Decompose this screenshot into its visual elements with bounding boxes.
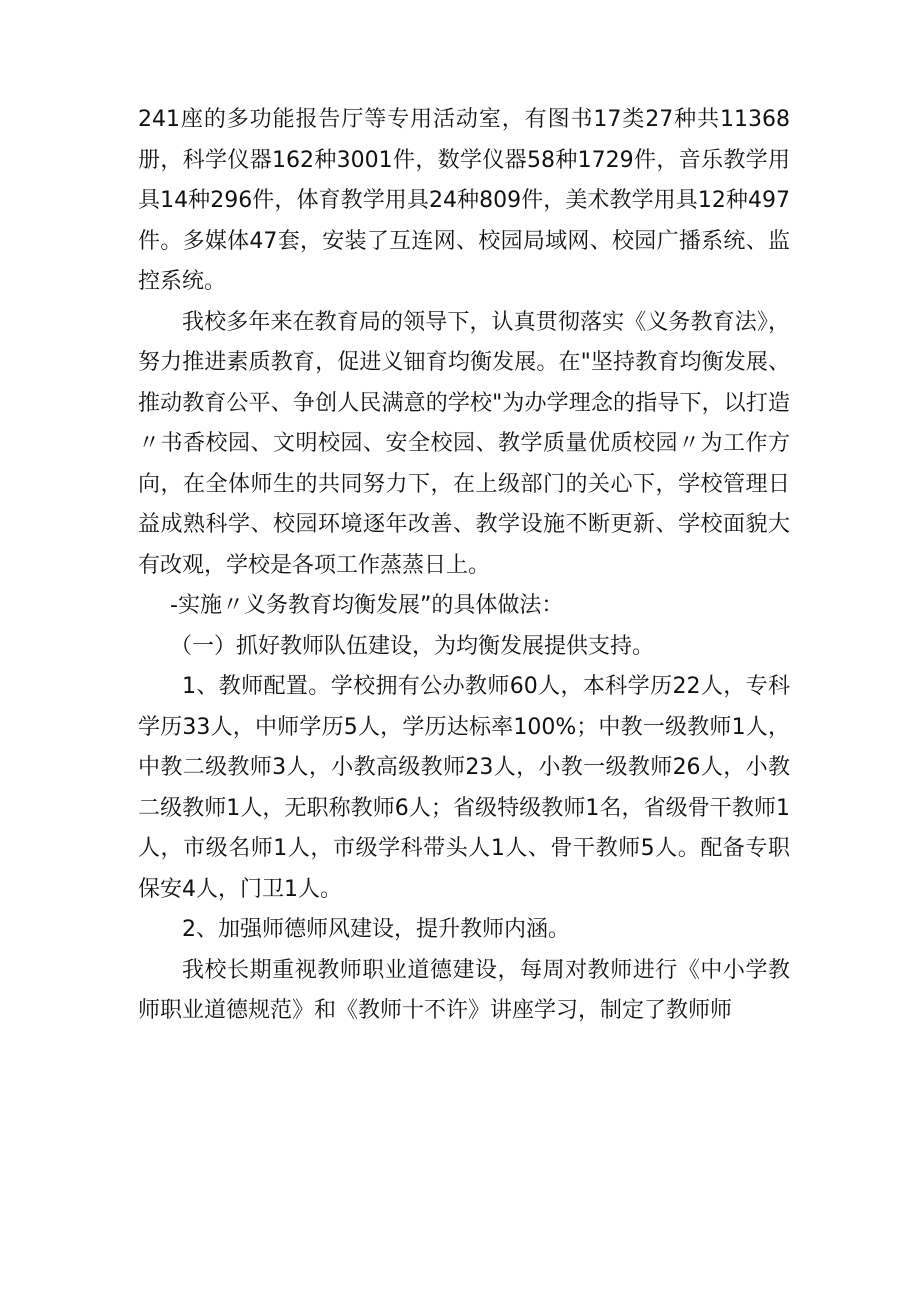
document-page [138,100,790,1032]
paragraph-teacher-ethics-heading: 2、加强师德师风建设，提升教师内涵。 [182,917,570,942]
paragraph-teacher-allocation: 1、教师配置。学校拥有公办教师60人，本科学历22人，专科学历33人，中师学历5人，学历达标率100%；中教一级教师1人，中教二级教师3人，小教高级教师23人，小教一级教师26人，小教二级教师1人，无职称教师6人；省级特级教师1名，省级骨干教师1人，市级名师1人，市级学科带头人1人、骨干教师5人。配备专职保安4人，门卫1人。 [138,674,790,902]
paragraph-school-overview: 我校多年来在教育局的领导下，认真贯彻落实《义务教育法》，努力推进素质教育，促进义钿育均衡发展。在"坚持教育均衡发展、推动教育公平、争创人民满意的学校"为办学理念的指导下，以打造〃书香校园、文明校园、安全校园、教学质量优质校园〃为工作方向，在全体师生的共同努力下，在上级部门的关心下，学校管理日益成熟科学、校园环境逐年改善、教学设施不断更新、学校面貌大有改观，学校是各项工作蒸蒸日上。 [138,309,790,578]
subsection-heading-teacher-team: （一）抓好教师队伍建设，为均衡发展提供支持。 [170,633,655,659]
section-heading-practices: -实施〃义务教育均衡发展”的具体做法： [170,593,564,618]
paragraph-teacher-ethics: 我校长期重视教师职业道德建设，每周对教师进行《中小学教师职业道德规范》和《教师十不许》讲座学习，制定了教师师 [138,957,790,1023]
paragraph-facilities: 241座的多功能报告厅等专用活动室，有图书17类27种共11368册，科学仪器162种3001件，数学仪器58种1729件，音乐教学用具14种296件，体育教学用具24种809件，美术教学用具12种497件。多媒体47套，安装了互连网、校园局域网、校园广播系统、监控系统。 [138,107,790,294]
